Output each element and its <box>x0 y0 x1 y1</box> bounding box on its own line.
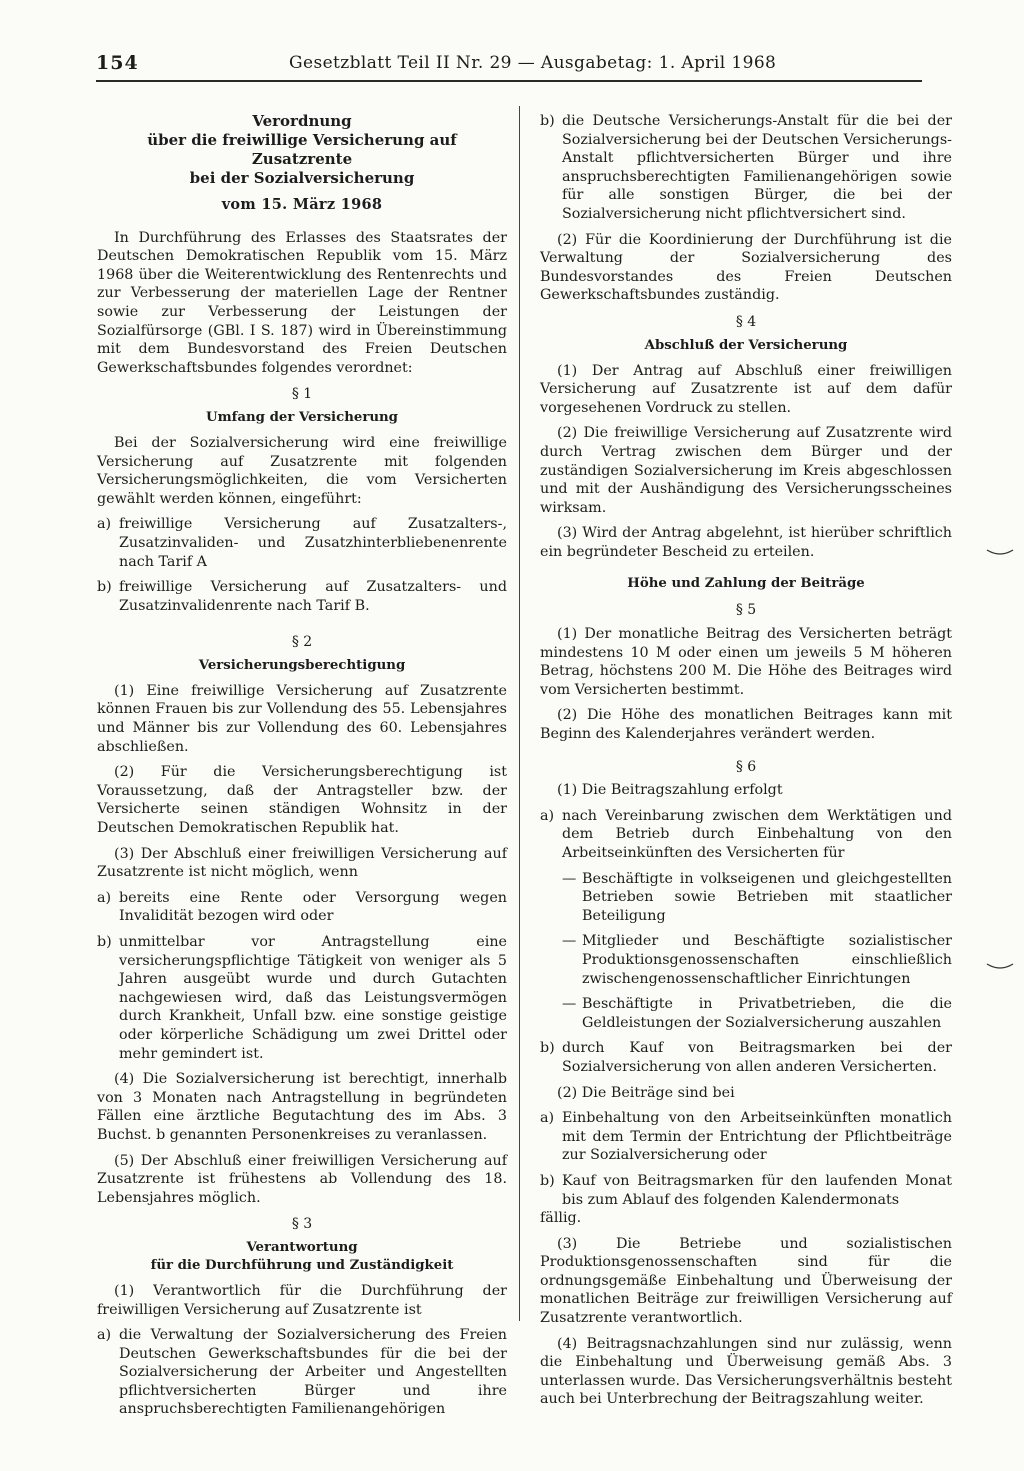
list-label: a) <box>97 1327 112 1344</box>
list-text: nach Vereinbarung zwischen dem Werktätigen und dem Betrieb durch Einbehaltung von den Arbeitseinkünften des Versicherten für <box>562 807 952 861</box>
section-2-para-3: (3) Der Abschluß einer freiwilligen Versicherung auf Zusatzrente ist nicht möglich, wenn <box>97 845 507 881</box>
list-item <box>540 1172 952 1209</box>
list-label: b) <box>97 934 112 950</box>
list-label: a) <box>97 889 112 906</box>
page-number: 154 <box>96 52 139 74</box>
dash-label: — <box>562 996 577 1013</box>
list-label: b) <box>540 1040 555 1057</box>
section-2-para-2: (2) Für die Versicherungsberechtigung ist Voraussetzung, daß der Antragsteller bzw. der Versicherte seinen ständigen Wohnsitz in der Deutschen Demokratischen Republik hat. <box>97 764 507 837</box>
section-3-title <box>97 1239 507 1275</box>
section-2-number: § 2 <box>291 634 313 651</box>
title-line-2: über die freiwillige Versicherung auf Zusatzrente <box>147 131 457 168</box>
ordinance-date: vom 15. März 1968 <box>221 196 383 213</box>
list-item <box>540 807 952 863</box>
section-3-para-1: (1) Verantwortlich für die Durchführung der freiwilligen Versicherung auf Zusatzrente ist <box>97 1282 507 1318</box>
section-5-para-1: (1) Der monatliche Beitrag des Versicherten beträgt mindestens 10 M oder einen um jeweils 5 M höheren Betrag, höchstens 200 M. Die Höhe des Beitrages wird vom Versicherten bestimmt. <box>540 626 952 698</box>
list-text: die Verwaltung der Sozialversicherung des Freien Deutschen Gewerkschaftsbundes für die bei der Sozialversicherung der Arbeiter und Angestellten pflichtversicherten Bürger und ihre anspruchsberechtigten Familienangehörigen <box>119 1327 507 1418</box>
section-3-para-2: (2) Für die Koordinierung der Durchführung ist die Verwaltung der Sozialversicherung des Bundesvorstandes des Freien Deutschen Gewerkschaftsbundes zuständig. <box>540 231 952 304</box>
section-2-title: Versicherungsberechtigung <box>198 657 406 673</box>
section-3-title-line-2: für die Durchführung und Zuständigkeit <box>150 1257 454 1273</box>
header-rule <box>96 80 922 82</box>
list-text: freiwillige Versicherung auf Zusatzalters-, Zusatzinvaliden- und Zusatzhinterbliebenenrente nach Tarif A <box>119 516 507 570</box>
section-5-para-2: (2) Die Höhe des monatlichen Beitrages kann mit Beginn des Kalenderjahres verändert werden. <box>540 707 952 743</box>
dash-text: Beschäftigte in volkseigenen und gleichgestellten Betrieben sowie Betrieben mit staatlicher Beteiligung <box>582 870 952 924</box>
margin-mark <box>985 962 1015 972</box>
dash-label: — <box>562 870 577 887</box>
page-header <box>96 52 916 82</box>
section-3-number: § 3 <box>291 1216 313 1233</box>
list-item <box>97 1326 507 1419</box>
list-text: durch Kauf von Beitragsmarken bei der Sozialversicherung von allen anderen Versicherten. <box>562 1040 952 1075</box>
list-label: a) <box>97 516 112 533</box>
list-text: bereits eine Rente oder Versorgung wegen Invalidität bezogen wird oder <box>119 889 507 925</box>
section-6-para-2: (2) Die Beiträge sind bei <box>557 1084 735 1101</box>
dash-item <box>562 932 952 988</box>
ordinance-title <box>97 112 507 188</box>
list-text: Kauf von Beitragsmarken für den laufenden Monat bis zum Ablauf des folgenden Kalendermonats <box>562 1172 952 1208</box>
list-label: a) <box>540 807 555 824</box>
section-2-para-4: (4) Die Sozialversicherung ist berechtigt, innerhalb von 3 Monaten nach Antragstellung in begründeten Fällen eine ärztliche Begutachtung des im Abs. 3 Buchst. b genannten Personenkreises zu veranlassen. <box>97 1071 507 1143</box>
preamble: In Durchführung des Erlasses des Staatsrates der Deutschen Demokratischen Republik vom 15. März 1968 über die Weiterentwicklung des Rentenrechts und zur Verbesserung der materiellen Lage der Rentner sowie zur Verbesserung der Leistungen der Sozialfürsorge (GBl. I S. 187) wird in Übereinstimmung mit dem Bundesvorstand des Freien Deutschen Gewerkschaftsbundes folgendes verordnet: <box>97 229 507 376</box>
section-1-para-1: Bei der Sozialversicherung wird eine freiwillige Versicherung auf Zusatzrente mit folgenden Versicherungsmöglichkeiten, die vom Versicherten gewählt werden können, eingeführt: <box>97 434 507 507</box>
section-6-para-4: (4) Beitragsnachzahlungen sind nur zulässig, wenn die Einbehaltung und Überweisung gemäß Abs. 3 unterlassen wurde. Das Versicherungsverhältnis besteht auch bei Unterbrechung der Beitragszahlung weiter. <box>540 1335 952 1408</box>
dash-text: Beschäftigte in Privatbetrieben, die die Geldleistungen der Sozialversicherung auszahlen <box>582 996 952 1031</box>
list-text: Einbehaltung von den Arbeitseinkünften monatlich mit dem Termin der Entrichtung der Pflichtbeiträge zur Sozialversicherung oder <box>562 1110 952 1164</box>
list-item <box>97 933 507 1063</box>
dash-item <box>562 870 952 926</box>
list-label: b) <box>540 1172 555 1189</box>
list-text: unmittelbar vor Antragstellung eine versicherungspflichtige Tätigkeit von weniger als 5 Jahren ausgeübt wurde und durch Gutachten nachgewiesen wird, daß das Leistungsvermögen durch Krankheit, Unfall bzw. eine sonstige geistige oder körperliche Schädigung um zwei Drittel oder mehr gemindert ist. <box>119 934 507 1062</box>
list-label: b) <box>540 113 555 129</box>
section-6-faellig: fällig. <box>540 1210 582 1227</box>
list-item <box>540 112 952 224</box>
list-label: a) <box>540 1110 555 1127</box>
section-4-para-2: (2) Die freiwillige Versicherung auf Zusatzrente wird durch Vertrag zwischen dem Bürger und der zuständigen Sozialversicherung im Kreis abgeschlossen und mit der Aushändigung des Versicherungsscheines wirksam. <box>540 425 952 516</box>
section-1-title: Umfang der Versicherung <box>206 409 398 425</box>
section-5-number: § 5 <box>735 602 757 619</box>
right-column <box>540 112 952 1416</box>
list-text: die Deutsche Versicherungs-Anstalt für die bei der Sozialversicherung bei der Deutschen Versicherungs-Anstalt pflichtversicherten Bürger und ihre anspruchsberechtigten Familienangehörigen sowie für alle sonstigen Bürger, die bei der Sozialversicherung nicht pflichtversichert sind. <box>562 113 952 222</box>
title-line-3: bei der Sozialversicherung <box>189 169 415 187</box>
section-4-number: § 4 <box>735 313 757 330</box>
title-line-1: Verordnung <box>252 112 352 130</box>
left-column <box>97 112 507 1426</box>
section-2-para-5: (5) Der Abschluß einer freiwilligen Versicherung auf Zusatzrente ist frühestens ab Vollendung des 18. Lebensjahres möglich. <box>97 1152 507 1206</box>
column-divider <box>519 106 520 1321</box>
dash-text: Mitglieder und Beschäftigte sozialistischer Produktionsgenossenschaften einschließlich zwischengenossenschaftlicher Einrichtungen <box>582 933 952 987</box>
section-6-para-3: (3) Die Betriebe und sozialistischen Produktionsgenossenschaften sind für die ordnungsgemäße Einbehaltung und Überweisung der monatlichen Beiträge zur freiwilligen Versicherung auf Zusatzrente verantwortlich. <box>540 1235 952 1327</box>
section-3-title-line-1: Verantwortung <box>246 1239 358 1255</box>
list-item <box>97 515 507 571</box>
running-title: Gesetzblatt Teil II Nr. 29 — Ausgabetag: 1. April 1968 <box>289 53 777 73</box>
list-item <box>97 889 507 926</box>
section-6-number: § 6 <box>735 758 757 775</box>
section-1-number: § 1 <box>291 386 313 403</box>
list-text: freiwillige Versicherung auf Zusatzalters- und Zusatzinvalidenrente nach Tarif B. <box>119 579 507 614</box>
section-2-para-1: (1) Eine freiwillige Versicherung auf Zusatzrente können Frauen bis zur Vollendung des 55. Lebensjahres und Männer bis zur Vollendung des 60. Lebensjahres abschließen. <box>97 682 507 755</box>
margin-mark <box>985 548 1015 558</box>
section-6-para-1: (1) Die Beitragszahlung erfolgt <box>557 782 783 799</box>
section-4-para-3: (3) Wird der Antrag abgelehnt, ist hierüber schriftlich ein begründeter Bescheid zu erteilen. <box>540 525 952 560</box>
chapter-heading: Höhe und Zahlung der Beiträge <box>627 576 865 592</box>
section-4-title: Abschluß der Versicherung <box>644 337 848 353</box>
list-item <box>540 1039 952 1076</box>
section-4-para-1: (1) Der Antrag auf Abschluß einer freiwilligen Versicherung auf Zusatzrente ist auf dem dafür vorgesehenen Vordruck zu stellen. <box>540 362 952 416</box>
list-item <box>540 1109 952 1165</box>
dash-item <box>562 995 952 1032</box>
list-label: b) <box>97 579 112 596</box>
list-item <box>97 578 507 615</box>
dash-label: — <box>562 933 577 950</box>
